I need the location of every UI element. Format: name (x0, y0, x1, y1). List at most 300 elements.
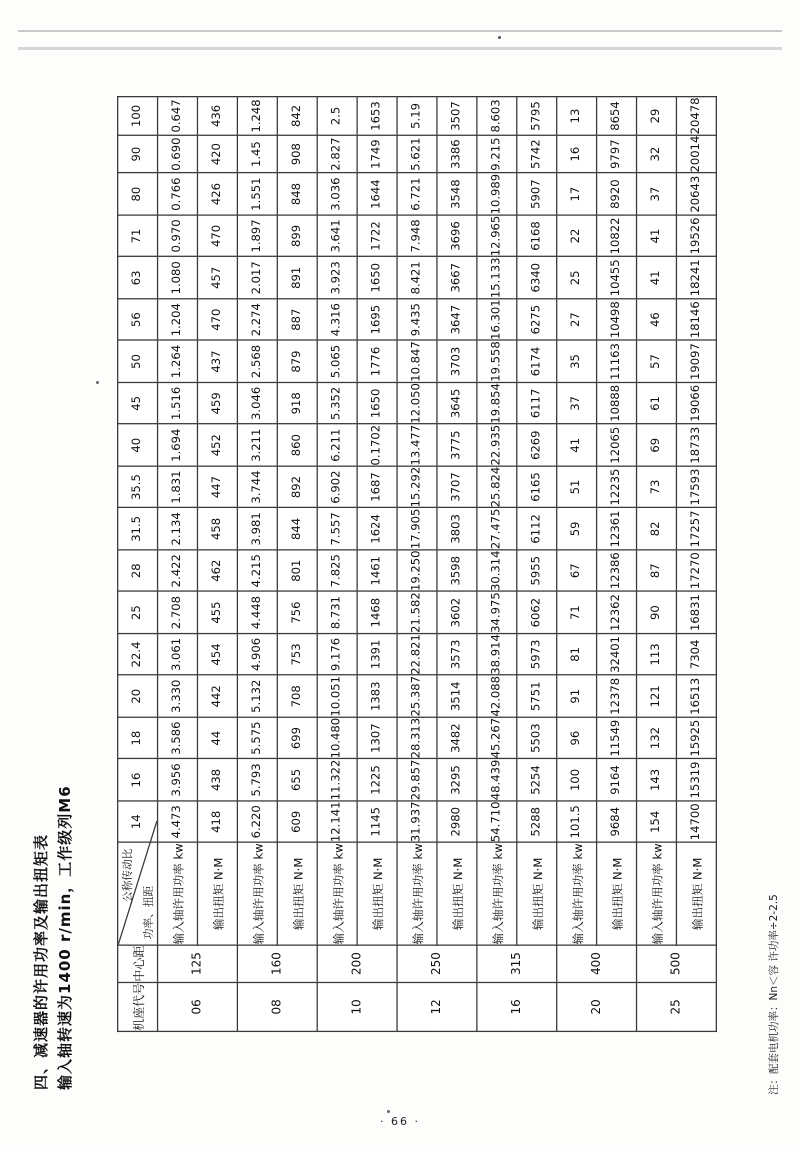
cell-parameter-label: 输出扭矩 N·M (597, 843, 637, 945)
cell-value: 28.313 (397, 717, 437, 759)
cell-value: 19.250 (397, 550, 437, 592)
header-ratio: 16 (118, 759, 158, 801)
cell-value: 91 (557, 675, 597, 717)
header-ratio: 100 (118, 97, 158, 135)
cell-value: 442 (197, 675, 237, 717)
table-footnote: 注：配套电机功率：Nn＜容 许功率÷2-2.5 (768, 894, 780, 1095)
cell-value: 69 (637, 424, 677, 466)
cell-value: 22 (557, 215, 597, 257)
cell-value: 462 (197, 550, 237, 592)
cell-value: 1.516 (158, 382, 198, 424)
cell-value: 3775 (437, 424, 477, 466)
table-row (317, 97, 357, 1032)
cell-value: 708 (277, 675, 317, 717)
cell-value: 14700 (676, 801, 716, 843)
table-row (517, 97, 557, 1032)
cell-value: 0.690 (158, 135, 198, 173)
cell-value: 609 (277, 801, 317, 843)
cell-value: 1.248 (237, 97, 277, 135)
cell-value: 1624 (357, 508, 397, 550)
cell-model: 12 (397, 982, 477, 1031)
cell-value: 6174 (517, 341, 557, 383)
cell-center-distance: 125 (158, 945, 238, 982)
cell-value: 54.710 (477, 801, 517, 843)
cell-value: 10498 (597, 299, 637, 341)
cell-value: 82 (637, 508, 677, 550)
table-row (158, 97, 198, 1032)
header-model: 机座代号 (118, 982, 158, 1031)
cell-value: 9.435 (397, 299, 437, 341)
header-center-distance: 中心距 (118, 945, 158, 982)
cell-value: 21.582 (397, 592, 437, 634)
cell-value: 7.825 (317, 550, 357, 592)
cell-value: 908 (277, 135, 317, 173)
cell-value: 15.133 (477, 257, 517, 299)
cell-value: 19066 (676, 382, 716, 424)
section-title-line1: 四、减速器的许用功率及输出扭矩表 (32, 833, 50, 1090)
cell-value: 1.831 (158, 466, 198, 508)
cell-value: 20478 (676, 97, 716, 135)
cell-value: 41 (557, 424, 597, 466)
table-row (477, 97, 517, 1032)
cell-value: 3.981 (237, 508, 277, 550)
cell-value: 0.766 (158, 173, 198, 215)
cell-value: 5955 (517, 550, 557, 592)
header-corner-diagonal (118, 843, 158, 945)
cell-value: 96 (557, 717, 597, 759)
cell-value: 35 (557, 341, 597, 383)
cell-value: 3.586 (158, 717, 198, 759)
header-ratio: 63 (118, 257, 158, 299)
cell-value: 3.036 (317, 173, 357, 215)
cell-value: 844 (277, 508, 317, 550)
cell-value: 1687 (357, 466, 397, 508)
cell-value: 1.080 (158, 257, 198, 299)
header-ratio: 18 (118, 717, 158, 759)
cell-value: 1391 (357, 633, 397, 675)
cell-value: 2.568 (237, 341, 277, 383)
cell-value: 44 (197, 717, 237, 759)
cell-value: 46 (637, 299, 677, 341)
cell-value: 143 (637, 759, 677, 801)
cell-value: 6.211 (317, 424, 357, 466)
cell-value: 12235 (597, 466, 637, 508)
cell-center-distance: 400 (557, 945, 637, 982)
cell-value: 1461 (357, 550, 397, 592)
cell-value: 1.551 (237, 173, 277, 215)
cell-value: 470 (197, 215, 237, 257)
cell-value: 458 (197, 508, 237, 550)
cell-value: 3703 (437, 341, 477, 383)
cell-value: 29 (637, 97, 677, 135)
cell-value: 3386 (437, 135, 477, 173)
cell-value: 17 (557, 173, 597, 215)
cell-value: 67 (557, 550, 597, 592)
table-row (357, 97, 397, 1032)
cell-value: 7.557 (317, 508, 357, 550)
cell-value: 41 (637, 257, 677, 299)
cell-value: 31.937 (397, 801, 437, 843)
cell-value: 8.731 (317, 592, 357, 634)
cell-value: 87 (637, 550, 677, 592)
cell-value: 113 (637, 633, 677, 675)
cell-value: 42.088 (477, 675, 517, 717)
cell-value: 32 (637, 135, 677, 173)
cell-value: 15319 (676, 759, 716, 801)
cell-value: 8.421 (397, 257, 437, 299)
cell-value: 12362 (597, 592, 637, 634)
cell-value: 2.827 (317, 135, 357, 173)
cell-value: 6117 (517, 382, 557, 424)
cell-value: 45.267 (477, 717, 517, 759)
header-ratio: 25 (118, 592, 158, 634)
page-speck-top (498, 36, 501, 39)
header-ratio: 31.5 (118, 508, 158, 550)
cell-value: 655 (277, 759, 317, 801)
cell-value: 2.017 (237, 257, 277, 299)
cell-value: 2.274 (237, 299, 277, 341)
cell-value: 5907 (517, 173, 557, 215)
cell-value: 11549 (597, 717, 637, 759)
cell-value: 5973 (517, 633, 557, 675)
cell-value: 18146 (676, 299, 716, 341)
cell-value: 4.473 (158, 801, 198, 843)
cell-value: 1.204 (158, 299, 198, 341)
cell-value: 59 (557, 508, 597, 550)
cell-value: 842 (277, 97, 317, 135)
cell-value: 918 (277, 382, 317, 424)
cell-value: 29.857 (397, 759, 437, 801)
cell-value: 436 (197, 97, 237, 135)
header-ratio: 20 (118, 675, 158, 717)
cell-value: 41 (637, 215, 677, 257)
cell-value: 6.902 (317, 466, 357, 508)
cell-value: 1650 (357, 257, 397, 299)
cell-value: 9797 (597, 135, 637, 173)
cell-value: 457 (197, 257, 237, 299)
cell-model: 06 (158, 982, 238, 1031)
cell-value: 3573 (437, 633, 477, 675)
cell-value: 71 (557, 592, 597, 634)
cell-value: 19.558 (477, 341, 517, 383)
cell-parameter-label: 输出扭矩 N·M (277, 843, 317, 945)
cell-value: 1776 (357, 341, 397, 383)
cell-value: 11163 (597, 341, 637, 383)
cell-value: 418 (197, 801, 237, 843)
cell-value: 1749 (357, 135, 397, 173)
cell-value: 1644 (357, 173, 397, 215)
cell-value: 860 (277, 424, 317, 466)
cell-value: 19526 (676, 215, 716, 257)
cell-value: 438 (197, 759, 237, 801)
cell-value: 5.621 (397, 135, 437, 173)
cell-value: 18733 (676, 424, 716, 466)
cell-value: 6340 (517, 257, 557, 299)
cell-value: 4.448 (237, 592, 277, 634)
cell-value: 5.575 (237, 717, 277, 759)
cell-value: 16.301 (477, 299, 517, 341)
cell-value: 3696 (437, 215, 477, 257)
cell-value: 15.292 (397, 466, 437, 508)
cell-value: 4.906 (237, 633, 277, 675)
cell-value: 9.176 (317, 633, 357, 675)
cell-value: 6168 (517, 215, 557, 257)
cell-value: 4.215 (237, 550, 277, 592)
cell-value: 891 (277, 257, 317, 299)
cell-value: 16513 (676, 675, 716, 717)
cell-value: 12.141 (317, 801, 357, 843)
cell-value: 2980 (437, 801, 477, 843)
cell-value: 6112 (517, 508, 557, 550)
cell-value: 81 (557, 633, 597, 675)
cell-value: 38.914 (477, 633, 517, 675)
cell-value: 19097 (676, 341, 716, 383)
cell-value: 9.215 (477, 135, 517, 173)
cell-value: 3602 (437, 592, 477, 634)
table-body (118, 97, 717, 1032)
cell-value: 12386 (597, 550, 637, 592)
cell-value: 899 (277, 215, 317, 257)
cell-value: 5.793 (237, 759, 277, 801)
cell-value: 6165 (517, 466, 557, 508)
cell-value: 0.647 (158, 97, 198, 135)
cell-value: 10.847 (397, 341, 437, 383)
cell-value: 3482 (437, 717, 477, 759)
cell-value: 10822 (597, 215, 637, 257)
cell-value: 13 (557, 97, 597, 135)
table-row (277, 97, 317, 1032)
cell-value: 10.989 (477, 173, 517, 215)
cell-value: 3548 (437, 173, 477, 215)
cell-value: 121 (637, 675, 677, 717)
cell-value: 2.422 (158, 550, 198, 592)
cell-value: 73 (637, 466, 677, 508)
cell-value: 6062 (517, 592, 557, 634)
cell-value: 13.477 (397, 424, 437, 466)
table-row (237, 97, 277, 1032)
table-row (197, 97, 237, 1032)
cell-value: 132 (637, 717, 677, 759)
header-ratio: 50 (118, 341, 158, 383)
cell-value: 5.352 (317, 382, 357, 424)
cell-model: 25 (637, 982, 717, 1031)
cell-value: 1.694 (158, 424, 198, 466)
page-speck-middle (96, 381, 99, 384)
cell-value: 5503 (517, 717, 557, 759)
cell-value: 12361 (597, 508, 637, 550)
cell-value: 3.330 (158, 675, 198, 717)
cell-model: 20 (557, 982, 637, 1031)
cell-value: 1.45 (237, 135, 277, 173)
cell-value: 454 (197, 633, 237, 675)
cell-value: 1.264 (158, 341, 198, 383)
cell-value: 37 (637, 173, 677, 215)
cell-value: 1653 (357, 97, 397, 135)
cell-value: 879 (277, 341, 317, 383)
cell-value: 3.923 (317, 257, 357, 299)
cell-value: 12378 (597, 675, 637, 717)
cell-value: 426 (197, 173, 237, 215)
cell-value: 3645 (437, 382, 477, 424)
cell-value: 1.897 (237, 215, 277, 257)
cell-value: 756 (277, 592, 317, 634)
cell-parameter-label: 输出扭矩 N·M (676, 843, 716, 945)
cell-value: 753 (277, 633, 317, 675)
cell-value: 3295 (437, 759, 477, 801)
cell-value: 10888 (597, 382, 637, 424)
header-ratio: 56 (118, 299, 158, 341)
cell-parameter-label: 输入轴许用功率 kw (237, 843, 277, 945)
cell-value: 48.439 (477, 759, 517, 801)
cell-value: 3647 (437, 299, 477, 341)
cell-value: 5.132 (237, 675, 277, 717)
cell-value: 447 (197, 466, 237, 508)
header-ratio: 45 (118, 382, 158, 424)
cell-value: 1650 (357, 382, 397, 424)
cell-value: 90 (637, 592, 677, 634)
table-header-row (118, 97, 158, 1032)
cell-value: 3667 (437, 257, 477, 299)
header-ratio: 80 (118, 173, 158, 215)
cell-value: 2.708 (158, 592, 198, 634)
header-rule-top (18, 30, 782, 32)
cell-value: 3507 (437, 97, 477, 135)
cell-value: 16831 (676, 592, 716, 634)
cell-value: 4.316 (317, 299, 357, 341)
cell-value: 437 (197, 341, 237, 383)
cell-value: 17257 (676, 508, 716, 550)
cell-value: 0.1702 (357, 424, 397, 466)
header-ratio: 35.5 (118, 466, 158, 508)
cell-value: 2.134 (158, 508, 198, 550)
cell-value: 27.475 (477, 508, 517, 550)
cell-center-distance: 200 (317, 945, 397, 982)
cell-value: 5.19 (397, 97, 437, 135)
cell-value: 154 (637, 801, 677, 843)
cell-value: 10455 (597, 257, 637, 299)
cell-value: 5751 (517, 675, 557, 717)
header-ratio: 40 (118, 424, 158, 466)
cell-value: 420 (197, 135, 237, 173)
cell-value: 18241 (676, 257, 716, 299)
cell-value: 19.854 (477, 382, 517, 424)
cell-value: 6.220 (237, 801, 277, 843)
cell-value: 34.975 (477, 592, 517, 634)
cell-value: 459 (197, 382, 237, 424)
cell-value: 22.935 (477, 424, 517, 466)
header-rule-bottom (18, 47, 782, 50)
cell-value: 1383 (357, 675, 397, 717)
cell-value: 5.065 (317, 341, 357, 383)
cell-model: 08 (237, 982, 317, 1031)
table-row (397, 97, 437, 1032)
cell-value: 3598 (437, 550, 477, 592)
cell-value: 15925 (676, 717, 716, 759)
cell-value: 8.603 (477, 97, 517, 135)
cell-value: 20014 (676, 135, 716, 173)
cell-parameter-label: 输入轴许用功率 kw (317, 843, 357, 945)
cell-center-distance: 250 (397, 945, 477, 982)
cell-value: 9164 (597, 759, 637, 801)
header-ratio: 14 (118, 801, 158, 843)
corner-label-ratio: 公称传动比 (120, 848, 134, 902)
cell-value: 6275 (517, 299, 557, 341)
cell-value: 37 (557, 382, 597, 424)
cell-value: 3.211 (237, 424, 277, 466)
cell-value: 1145 (357, 801, 397, 843)
cell-value: 25.387 (397, 675, 437, 717)
cell-value: 16 (557, 135, 597, 173)
cell-value: 22.821 (397, 633, 437, 675)
cell-parameter-label: 输入轴许用功率 kw (637, 843, 677, 945)
cell-value: 25 (557, 257, 597, 299)
header-ratio: 22.4 (118, 633, 158, 675)
cell-value: 801 (277, 550, 317, 592)
cell-value: 20643 (676, 173, 716, 215)
cell-value: 27 (557, 299, 597, 341)
corner-label-power: 功率、扭距 (141, 885, 155, 940)
cell-value: 8920 (597, 173, 637, 215)
cell-value: 5254 (517, 759, 557, 801)
cell-value: 1695 (357, 299, 397, 341)
header-ratio: 71 (118, 215, 158, 257)
cell-model: 10 (317, 982, 397, 1031)
cell-value: 12.965 (477, 215, 517, 257)
cell-center-distance: 315 (477, 945, 557, 982)
cell-value: 10.480 (317, 717, 357, 759)
header-ratio: 90 (118, 135, 158, 173)
cell-value: 3.641 (317, 215, 357, 257)
cell-value: 455 (197, 592, 237, 634)
cell-value: 3514 (437, 675, 477, 717)
cell-value: 57 (637, 341, 677, 383)
cell-value: 0.970 (158, 215, 198, 257)
table-row (597, 97, 637, 1032)
page-number: · 66 · (380, 1115, 420, 1128)
cell-value: 61 (637, 382, 677, 424)
cell-value: 2.5 (317, 97, 357, 135)
cell-parameter-label: 输出扭矩 N·M (437, 843, 477, 945)
cell-value: 17.905 (397, 508, 437, 550)
cell-value: 3.744 (237, 466, 277, 508)
cell-value: 100 (557, 759, 597, 801)
cell-value: 848 (277, 173, 317, 215)
cell-value: 6.721 (397, 173, 437, 215)
cell-center-distance: 160 (237, 945, 317, 982)
cell-parameter-label: 输入轴许用功率 kw (477, 843, 517, 945)
cell-value: 8654 (597, 97, 637, 135)
cell-value: 3.061 (158, 633, 198, 675)
cell-parameter-label: 输入轴许用功率 kw (397, 843, 437, 945)
cell-parameter-label: 输入轴许用功率 kw (557, 843, 597, 945)
cell-parameter-label: 输出扭矩 N·M (197, 843, 237, 945)
rotation-layer (117, 97, 717, 1033)
cell-value: 12065 (597, 424, 637, 466)
section-title-line2: 输入轴转速为1400 r/min，工作级列M6 (56, 785, 74, 1090)
power-torque-table (117, 96, 717, 1032)
cell-parameter-label: 输出扭矩 N·M (517, 843, 557, 945)
page-speck-bottom (387, 1110, 390, 1113)
cell-value: 17593 (676, 466, 716, 508)
cell-value: 12.050 (397, 382, 437, 424)
cell-value: 7.948 (397, 215, 437, 257)
cell-value: 3803 (437, 508, 477, 550)
cell-value: 892 (277, 466, 317, 508)
cell-value: 887 (277, 299, 317, 341)
cell-value: 6269 (517, 424, 557, 466)
cell-value: 3.046 (237, 382, 277, 424)
cell-value: 101.5 (557, 801, 597, 843)
